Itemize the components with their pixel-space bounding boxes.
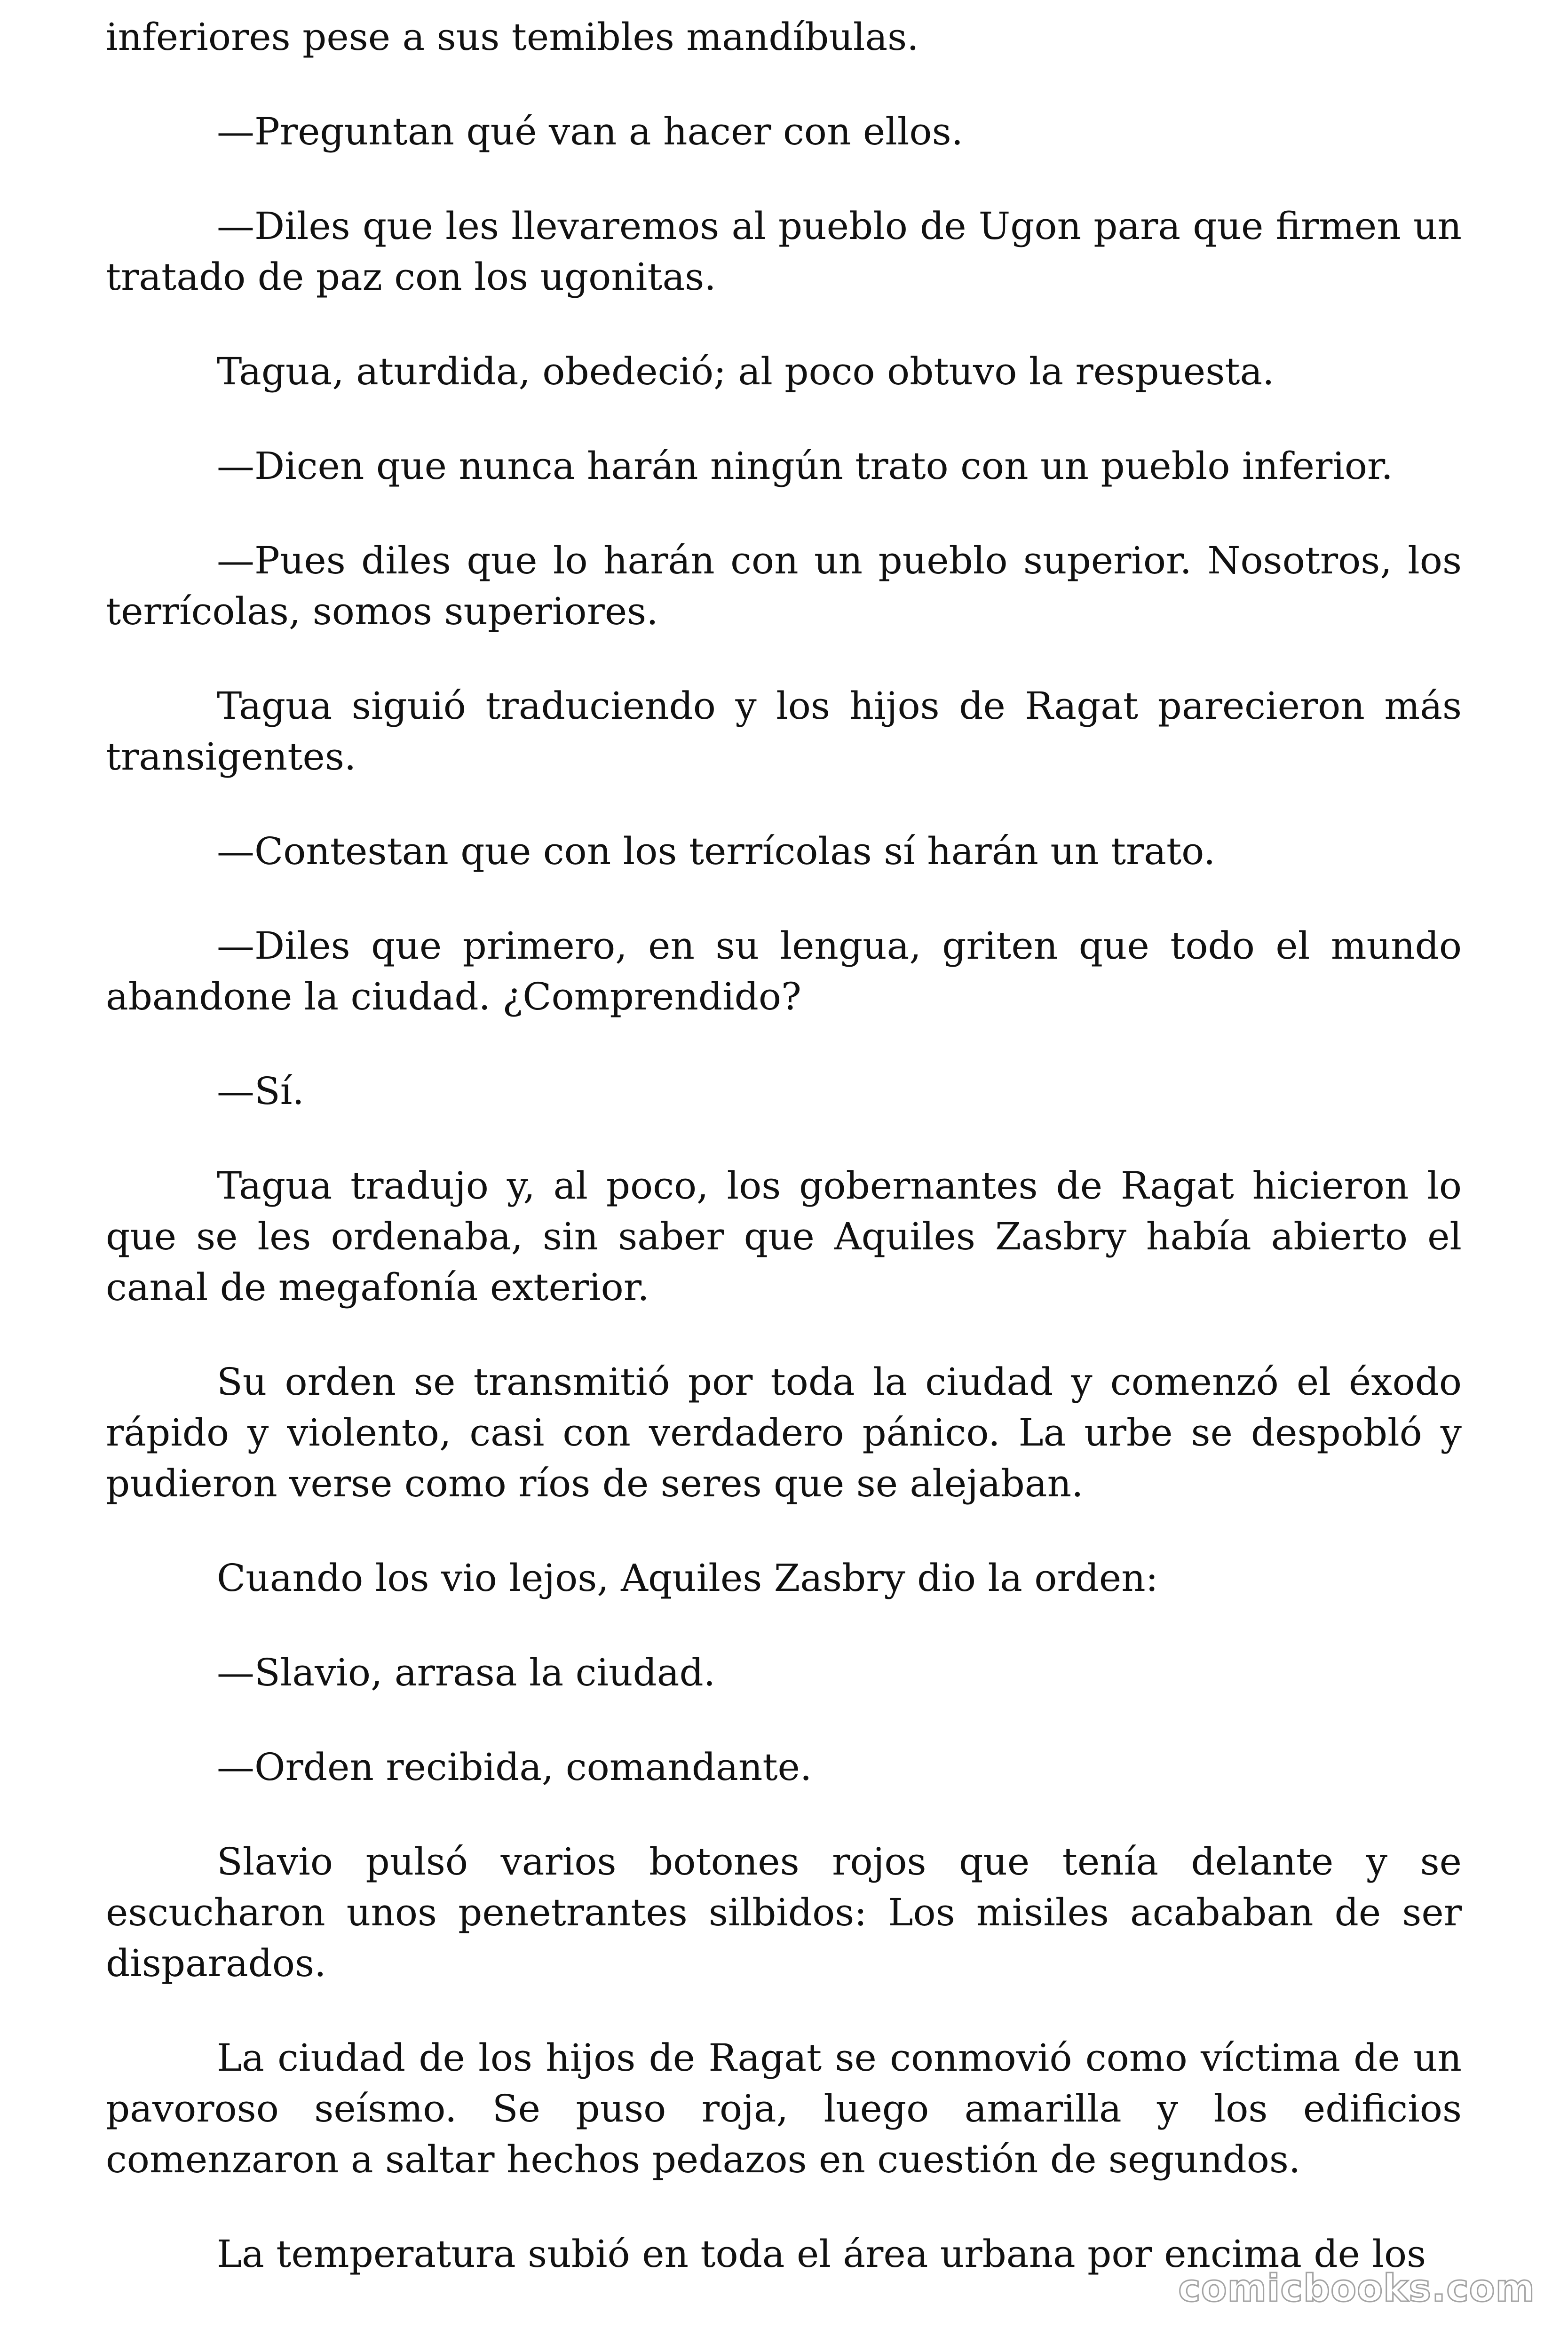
paragraph: —Contestan que con los terrícolas sí harán un trato. (217, 829, 1216, 873)
paragraph: —Preguntan qué van a hacer con ellos. (217, 110, 964, 153)
paragraph: Slavio pulsó varios botones rojos que tenía delante y se escucharon unos penetrantes silbidos: Los misiles acababan de ser disparados. (106, 1840, 1462, 1985)
paragraph: Tagua siguió traduciendo y los hijos de Ragat parecieron más transigentes. (106, 684, 1462, 779)
paragraph: Tagua, aturdida, obedeció; al poco obtuvo la respuesta. (217, 350, 1275, 393)
paragraph: —Diles que primero, en su lengua, griten que todo el mundo abandone la ciudad. ¿Comprendido? (106, 924, 1462, 1018)
paragraph: —Slavio, arrasa la ciudad. (217, 1651, 716, 1694)
paragraph: —Pues diles que lo harán con un pueblo superior. Nosotros, los terrícolas, somos superiores. (106, 539, 1462, 633)
watermark: comicbooks.com (1178, 2266, 1535, 2310)
paragraph: Su orden se transmitió por toda la ciudad y comenzó el éxodo rápido y violento, casi con verdadero pánico. La urbe se despobló y pudieron verse como ríos de seres que se alejaban. (106, 1360, 1462, 1505)
paragraph: Tagua tradujo y, al poco, los gobernantes de Ragat hicieron lo que se les ordenaba, sin saber que Aquiles Zasbry había abierto el canal de megafonía exterior. (106, 1164, 1462, 1309)
paragraph: —Orden recibida, comandante. (217, 1745, 812, 1789)
body-text (106, 12, 1462, 2323)
paragraph: La ciudad de los hijos de Ragat se conmovió como víctima de un pavoroso seísmo. Se puso roja, luego amarilla y los edificios comenzaron a saltar hechos pedazos en cuestión de segundos. (106, 2036, 1462, 2181)
paragraph: —Sí. (217, 1069, 304, 1113)
paragraph: —Diles que les llevaremos al pueblo de Ugon para que firmen un tratado de paz con los ugonitas. (106, 204, 1462, 299)
paragraph: inferiores pese a sus temibles mandíbulas. (106, 15, 919, 59)
paragraph: —Dicen que nunca harán ningún trato con un pueblo inferior. (217, 444, 1393, 488)
paragraph: La temperatura subió en toda el área urbana por encima de los (217, 2232, 1426, 2276)
paragraph: Cuando los vio lejos, Aquiles Zasbry dio la orden: (217, 1556, 1158, 1600)
